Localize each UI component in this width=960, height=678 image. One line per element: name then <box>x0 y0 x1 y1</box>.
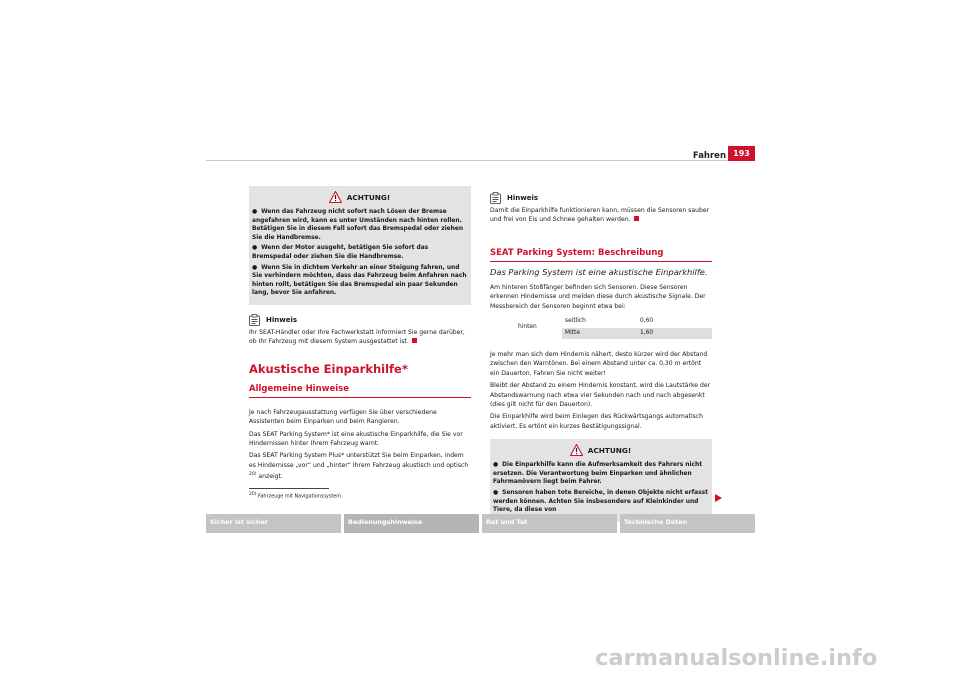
end-mark-icon <box>634 216 639 221</box>
warning-item: ● Die Einparkhilfe kann die Aufmerksamkeit des Fahrers nicht ersetzen. Die Verantwortung beim Einparken und ähnlichen Fahrmanövern liegt beim Fahrer. <box>493 462 703 486</box>
footnote-rule <box>249 488 329 489</box>
section-title: Akustische Einparkhilfe* <box>249 361 408 376</box>
bullet-icon: ● <box>493 490 499 497</box>
warning-box <box>490 439 712 522</box>
warning-item: ● Wenn der Motor ausgeht, betätigen Sie sofort das Bremspedal oder ziehen Sie die Handbremse. <box>252 245 429 260</box>
note-title: Hinweis <box>266 315 298 324</box>
subsection-title: SEAT Parking System: Beschreibung <box>490 248 712 262</box>
paragraph: Am hinteren Stoßfänger befinden sich Sensoren. Diese Sensoren erkennen Hindernisse und melden diese durch akustische Signale. Der Messbereich der Sensoren beginnt etwa bei: <box>490 283 706 310</box>
right-column <box>490 192 712 522</box>
next-page-arrow-icon[interactable] <box>715 494 722 502</box>
warning-item: ● Wenn das Fahrzeug nicht sofort nach Lösen der Bremse angefahren wird, kann es unter Umständen nach hinten rollen. Betätigen Sie in diesem Fall sofort das Bremspedal oder ziehen Sie die Handbremse. <box>252 209 464 241</box>
paragraph: Das SEAT Parking System* ist eine akustische Einparkhilfe, die Sie vor Hindernissen hinter Ihrem Fahrzeug warnt. <box>249 430 463 447</box>
table-label: hinten <box>518 324 537 331</box>
bullet-icon: ● <box>493 462 499 469</box>
footnote-ref: 20) <box>249 472 257 478</box>
bullet-icon: ● <box>252 209 258 215</box>
note-header <box>249 314 471 326</box>
paragraph: Je mehr man sich dem Hindernis nähert, desto kürzer wird der Abstand zwischen den Warntönen. Bei einem Abstand unter ca. 0,30 m ertönt ein Dauerton. Fahren Sie nicht weiter! <box>490 351 708 377</box>
paragraph: Das SEAT Parking System Plus* unterstützt Sie beim Einparken, indem es Hindernisse „vor“ und „hinter“ Ihrem Fahrzeug akustisch und optisch $^{20)}$ anzeigt. <box>249 452 469 481</box>
end-mark-icon <box>412 338 417 343</box>
warning-header <box>493 444 708 456</box>
warning-triangle-icon <box>329 191 342 203</box>
page-title: Fahren <box>692 151 726 161</box>
watermark: carmanualsonline.info <box>595 645 878 671</box>
left-column <box>249 186 471 485</box>
note-icon <box>490 192 501 204</box>
note-text: Damit die Einparkhilfe funktionieren kann, müssen die Sensoren sauber und frei von Eis und Schnee gehalten werden. <box>490 207 710 224</box>
warning-title: ACHTUNG! <box>346 192 391 202</box>
footer-tabs <box>206 514 755 533</box>
tab-technische-daten[interactable]: Technische Daten <box>620 514 755 533</box>
table-row: seitlich 0,60 <box>565 318 654 325</box>
warning-triangle-icon <box>570 444 583 456</box>
header-rule <box>206 160 755 161</box>
paragraph: Bleibt der Abstand zu einem Hindernis konstant, wird die Lautstärke der Abstandswarnung nach etwa vier Sekunden nach und nach abgesenkt (dies gilt nicht für den Dauerton). <box>490 382 711 409</box>
tab-rat-und-tat[interactable]: Rat und Tat <box>482 514 617 533</box>
warning-item: ● Wenn Sie in dichtem Verkehr an einer Steigung fahren, und Sie verhindern möchten, dass das Fahrzeug beim Anfahren nach hinten rollt, betätigen Sie das Bremspedal ein paar Sekunden lang, bevor Sie anfahren. <box>252 264 467 297</box>
sensor-range-table <box>490 316 712 342</box>
tab-bedienungshinweise[interactable]: Bedienungshinweise <box>344 514 479 533</box>
bullet-icon: ● <box>252 264 258 271</box>
tab-sicher-ist-sicher[interactable]: Sicher ist sicher <box>206 514 341 533</box>
bullet-icon: ● <box>252 245 258 252</box>
footnote: $^{20)}$ Fahrzeuge mit Navigationssystem. <box>249 492 343 500</box>
warning-box <box>249 186 471 305</box>
note-icon <box>249 314 260 326</box>
paragraph: Je nach Fahrzeugausstattung verfügen Sie über verschiedene Assistenten beim Einparken und beim Rangieren. <box>249 408 437 426</box>
table-row: Mitte 1,60 <box>562 328 712 339</box>
italic-heading: Das Parking System ist eine akustische Einparkhilfe. <box>490 266 708 277</box>
warning-title: ACHTUNG! <box>587 445 632 455</box>
page-number: 193 <box>728 146 755 161</box>
warning-item: ● Sensoren haben tote Bereiche, in denen Objekte nicht erfasst werden können. Achten Sie insbesondere auf Kleinkinder und Tiere, da diese von <box>493 490 708 514</box>
paragraph: Die Einparkhilfe wird beim Einlegen des Rückwärtsgangs automatisch aktiviert. Es ertönt ein kurzes Bestätigungssignal. <box>490 413 704 430</box>
note-title: Hinweis <box>507 194 539 202</box>
note-header <box>490 192 712 204</box>
warning-header <box>252 191 467 203</box>
subsection-title: Allgemeine Hinweise <box>249 384 471 398</box>
note-text: Ihr SEAT-Händler oder Ihre Fachwerkstatt informiert Sie gerne darüber, ob Ihr Fahrzeug mit diesem System ausgestattet ist. <box>249 328 465 346</box>
